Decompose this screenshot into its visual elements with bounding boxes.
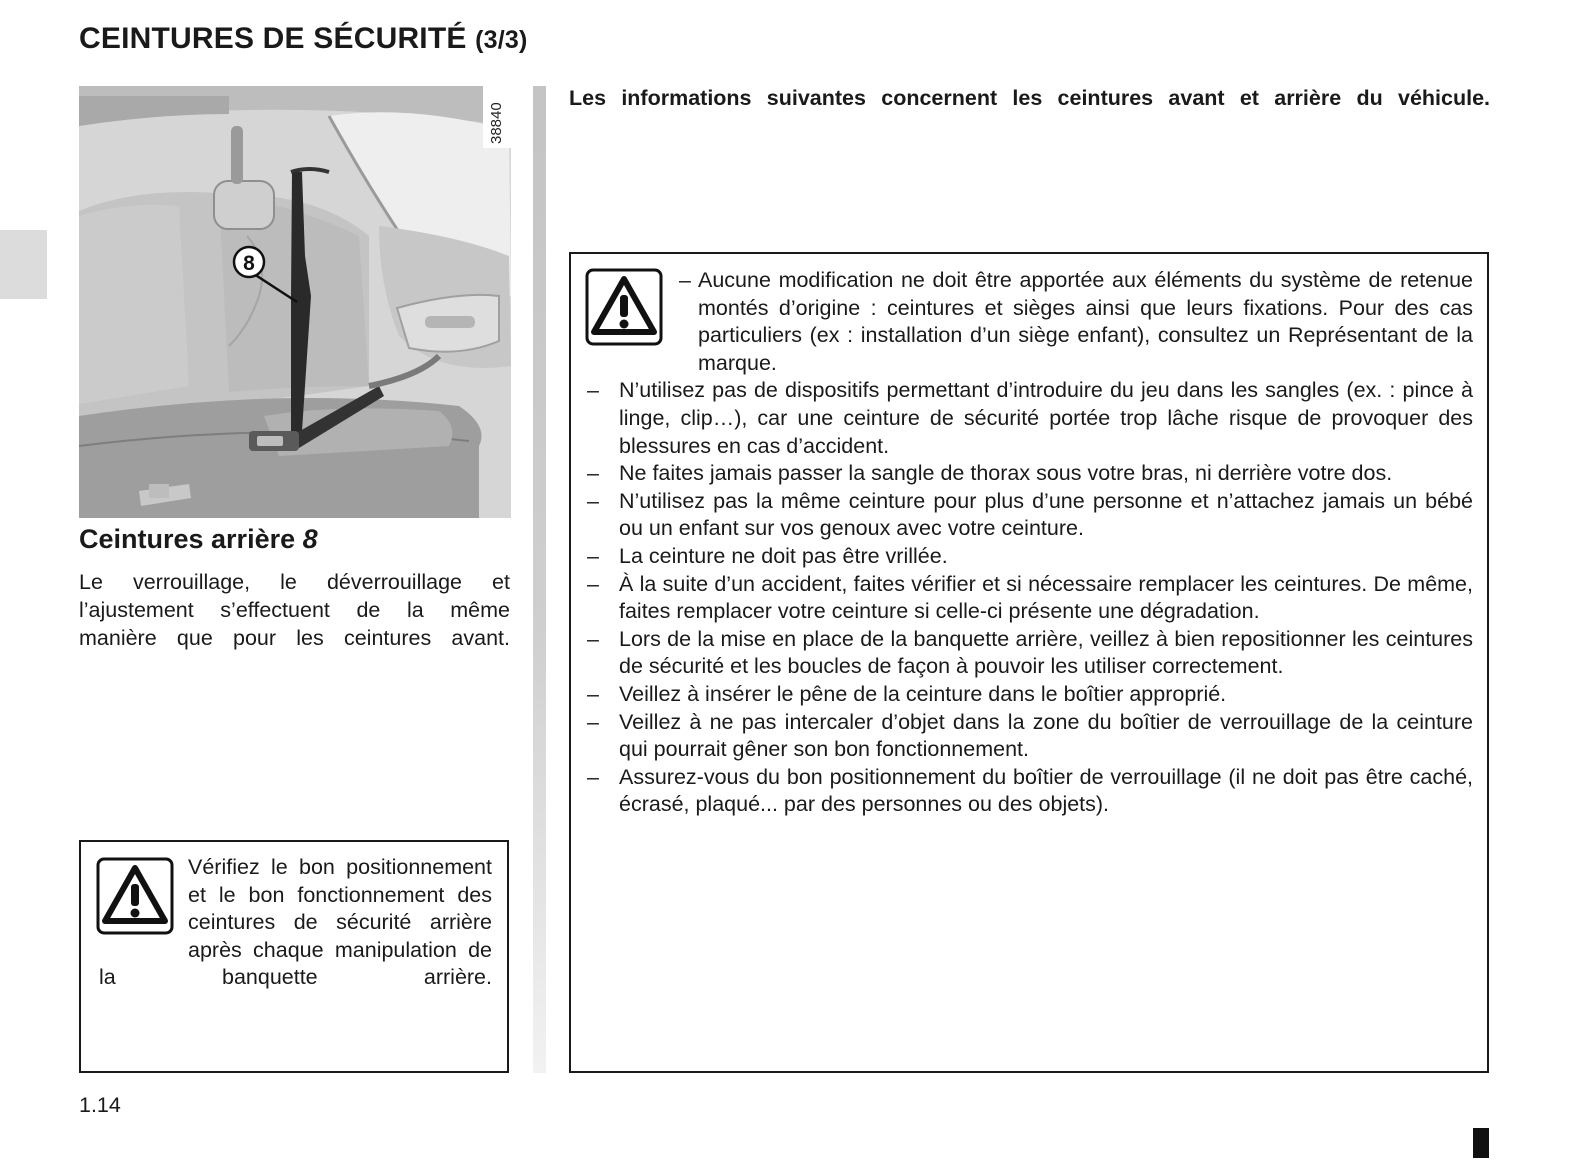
warning-box-right (569, 252, 1489, 1073)
list-item-text: N’utilisez pas de dispositifs permettant d’introduire du jeu dans les sangles (ex. : pince à linge, clip…), car une ceinture de sécurité portée trop lâche risque de provoquer des blessures en cas d’accident. (619, 378, 1473, 458)
list-dash: – (587, 709, 599, 734)
intro-paragraph: Les informations suivantes concernent les ceintures avant et arrière du véhicule. (569, 86, 1490, 110)
list-dash: – (587, 681, 599, 706)
warning-list (587, 267, 1473, 819)
list-item-text: Aucune modification ne doit être apportée aux éléments du système de retenue montés d’origine : ceintures et sièges ainsi que leurs fixations. Pour des cas particuliers (ex : installation d’un siège enfant), consultez un Représentant de la marque. (698, 268, 1473, 375)
rear-seat-photo (79, 86, 511, 518)
page-corner-mark (1473, 1128, 1489, 1158)
list-item (587, 377, 1473, 460)
side-section-tab (0, 230, 47, 299)
list-item (587, 709, 1473, 764)
list-item (587, 488, 1473, 543)
page-title (79, 22, 528, 56)
warning-text-left (99, 854, 492, 1019)
section-heading (79, 524, 318, 555)
section-heading-ref: 8 (302, 524, 318, 554)
warning-box-left (79, 840, 509, 1073)
column-divider (533, 86, 546, 1073)
list-dash: – (587, 488, 599, 513)
list-item (587, 267, 1473, 377)
list-dash: – (587, 571, 599, 596)
list-item-text: Veillez à ne pas intercaler d’objet dans la zone du boîtier de verrouillage de la ceinture qui pourrait gêner son bon fonctionnement. (619, 709, 1473, 762)
list-item (587, 571, 1473, 626)
list-dash: – (679, 268, 691, 292)
list-dash: – (587, 764, 599, 789)
page-number: 1.14 (79, 1093, 121, 1117)
body-paragraph: Le verrouillage, le déverrouillage et l’ajustement s’effectuent de la même manière que pour les ceintures avant. (79, 570, 510, 650)
list-item-text: La ceinture ne doit pas être vrillée. (619, 543, 948, 568)
list-item-text: À la suite d’un accident, faites vérifier et si nécessaire remplacer les ceintures. De même, faites remplacer votre ceinture si celle-ci présente une dégradation. (619, 571, 1473, 624)
image-code-label: 38840 (488, 102, 505, 144)
list-dash: – (587, 543, 599, 568)
list-item (587, 460, 1473, 488)
page-title-part: (3/3) (475, 26, 528, 54)
rear-seatbelt-illustration (79, 86, 511, 518)
list-item (587, 764, 1473, 819)
list-item (587, 543, 1473, 571)
callout-number: 8 (243, 252, 255, 275)
list-item-text: Veillez à insérer le pêne de la ceinture dans le boîtier approprié. (619, 681, 1227, 706)
section-heading-text: Ceintures arrière (79, 524, 296, 554)
list-dash: – (587, 626, 599, 651)
list-item-text: Assurez-vous du bon positionnement du boîtier de verrouillage (il ne doit pas être caché, écrasé, plaqué... par des personnes ou des objets). (619, 764, 1473, 817)
list-item (587, 626, 1473, 681)
page-title-text: CEINTURES DE SÉCURITÉ (79, 22, 467, 55)
list-item-text: Lors de la mise en place de la banquette arrière, veillez à bien repositionner les ceintures de sécurité et les boucles de façon à pouvoir les utiliser correctement. (619, 626, 1473, 679)
list-item (587, 681, 1473, 709)
list-dash: – (587, 378, 599, 403)
list-dash: – (587, 461, 599, 486)
list-item-text: N’utilisez pas la même ceinture pour plus d’une personne et n’attachez jamais un bébé ou un enfant sur vos genoux avec votre ceinture. (619, 488, 1473, 541)
list-item-text: Ne faites jamais passer la sangle de thorax sous votre bras, ni derrière votre dos. (619, 461, 1393, 486)
warning-text-left-content: Vérifiez le bon positionnement et le bon fonctionnement des ceintures de sécurité arrière après chaque manipulation de la banquette arrière. (99, 855, 492, 989)
